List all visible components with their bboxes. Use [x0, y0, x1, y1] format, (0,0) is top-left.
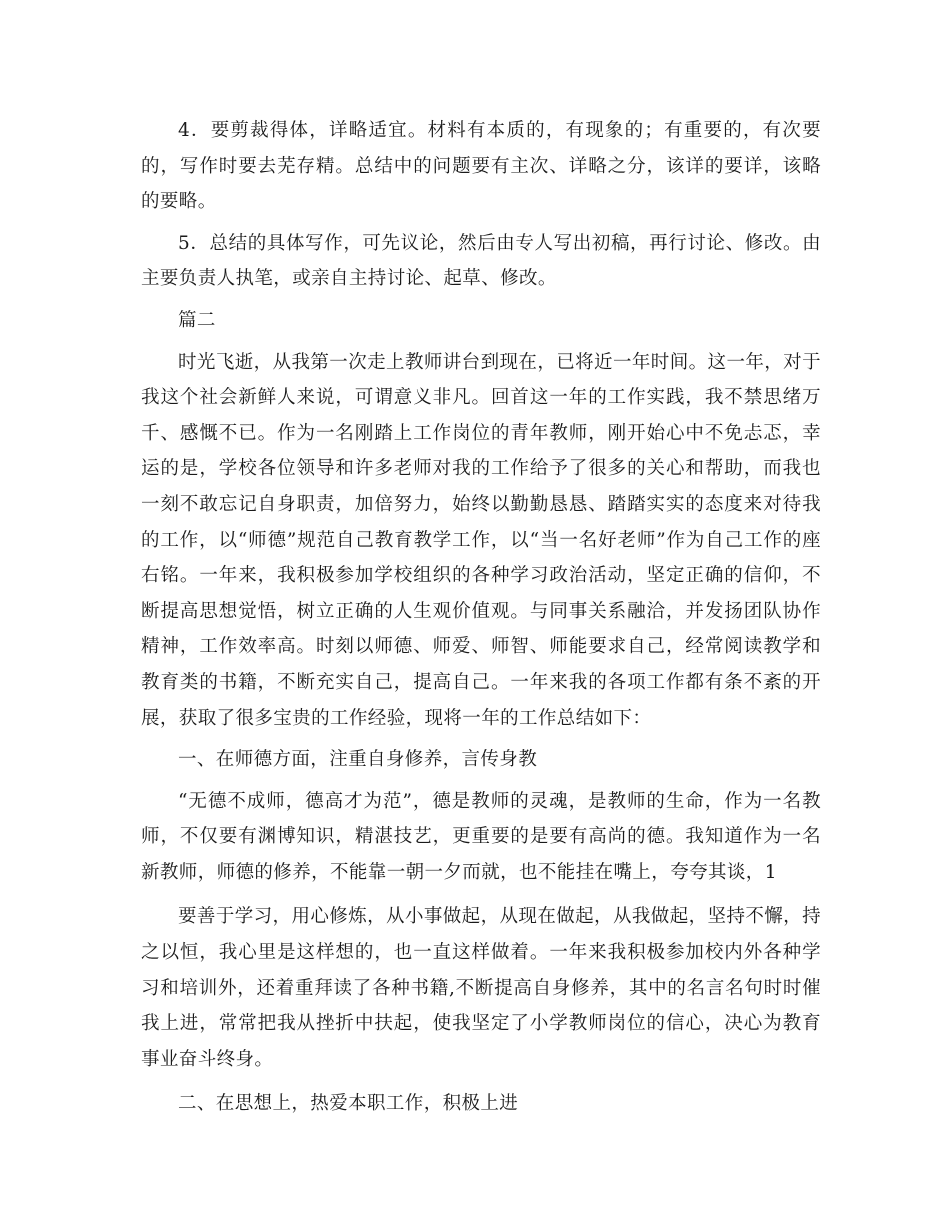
- paragraph-point-5: 5．总结的具体写作，可先议论，然后由专人写出初稿，再行讨论、修改。由主要负责人执笔，或亲自主持讨论、起草、修改。: [141, 232, 821, 290]
- paragraph-point-4: 4．要剪裁得体，详略适宜。材料有本质的，有现象的；有重要的，有次要的，写作时要去芜存精。总结中的问题要有主次、详略之分，该详的要详，该略的要略。: [141, 120, 821, 213]
- heading-teacher-ethics: 一、在师德方面，注重自身修养，言传身教: [178, 749, 538, 771]
- paragraph-intro: 时光飞逝，从我第一次走上教师讲台到现在，已将近一年时间。这一年，对于我这个社会新鲜人来说，可谓意义非凡。回首这一年的工作实践，我不禁思绪万千、感慨不已。作为一名刚踏上工作岗位的青年教师，刚开始心中不免忐忑，幸运的是，学校各位领导和许多老师对我的工作给予了很多的关心和帮助，而我也一刻不敢忘记自身职责，加倍努力，始终以勤勤恳恳、踏踏实实的态度来对待我的工作，以“师德”规范自己教育教学工作，以“当一名好老师”作为自己工作的座右铭。一年来，我积极参加学校组织的各种学习政治活动，坚定正确的信仰，不断提高思想觉悟，树立正确的人生观价值观。与同事关系融洽，并发扬团队协作精神，工作效率高。时刻以师德、师爱、师智、师能要求自己，经常阅读教学和教育类的书籍，不断充实自己，提高自己。一年来我的各项工作都有条不紊的开展，获取了很多宝贵的工作经验，现将一年的工作总结如下：: [141, 351, 821, 729]
- paragraph-study-practice: 要善于学习，用心修炼，从小事做起，从现在做起，从我做起，坚持不懈，持之以恒，我心里是这样想的，也一直这样做着。一年来我积极参加校内外各种学习和培训外，还着重拜读了各种书籍,不断提高自身修养，其中的名言名句时时催我上进，常常把我从挫折中扶起，使我坚定了小学教师岗位的信心，决心为教育事业奋斗终身。: [141, 906, 821, 1070]
- section-heading-part-two: 篇二: [178, 309, 216, 331]
- heading-ideology: 二、在思想上，热爱本职工作，积极上进: [178, 1093, 519, 1115]
- paragraph-ethics-quote: “无德不成师，德高才为范”，德是教师的灵魂，是教师的生命，作为一名教师，不仅要有渊博知识，精湛技艺，更重要的是要有高尚的德。我知道作为一名新教师，师德的修养，不能靠一朝一夕而就，也不能挂在嘴上，夸夸其谈，1: [141, 790, 821, 883]
- document-body: [141, 113, 821, 1122]
